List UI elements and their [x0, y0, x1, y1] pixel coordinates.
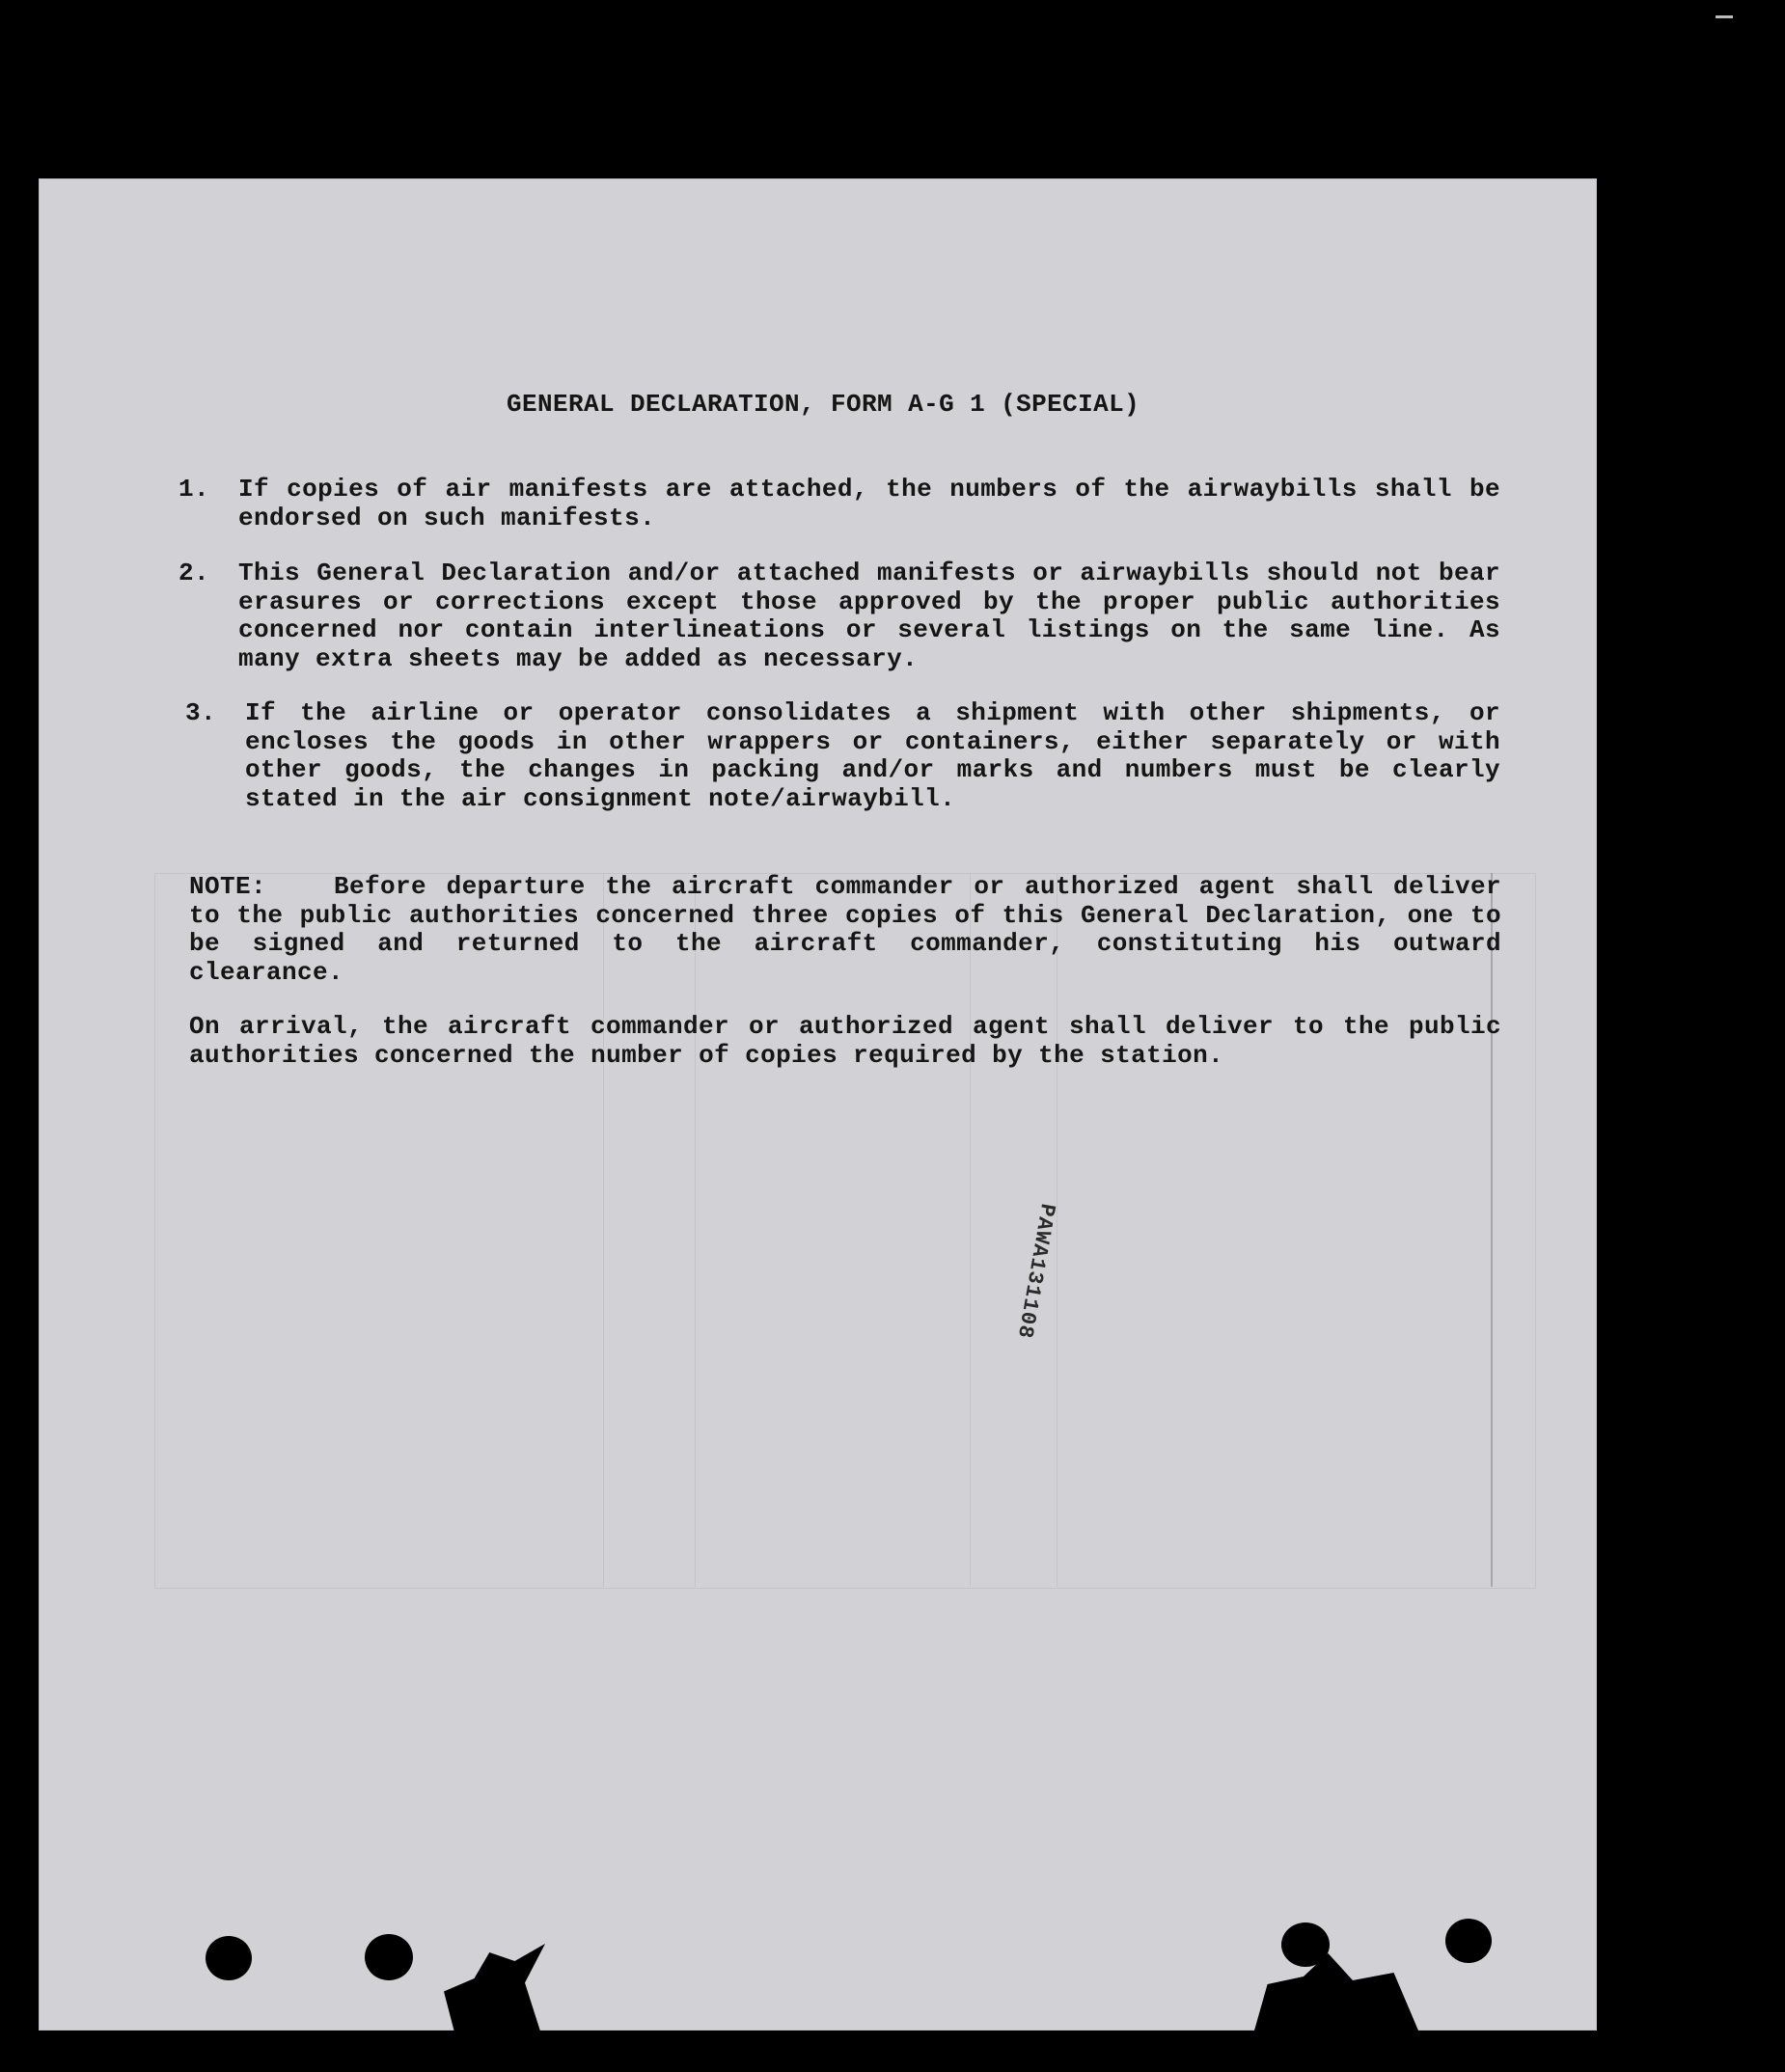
scan-artifact	[1716, 15, 1733, 18]
torn-edge	[444, 1944, 545, 2031]
item-text: If copies of air manifests are attached, the numbers of the airwaybills shall be endorsed on such manifests.	[238, 475, 1500, 532]
instruction-item-1	[178, 476, 1500, 532]
item-number: 2.	[178, 559, 210, 587]
instruction-item-2	[178, 559, 1500, 673]
note-paragraph	[189, 873, 1501, 987]
note-label: NOTE:	[189, 872, 267, 901]
instruction-item-3	[185, 699, 1500, 813]
item-number: 3.	[185, 698, 217, 727]
document-sheet	[39, 178, 1597, 2031]
document-title: GENERAL DECLARATION, FORM A-G 1 (SPECIAL)	[507, 390, 1140, 419]
punch-hole	[1445, 1919, 1492, 1963]
item-number: 1.	[178, 475, 210, 504]
arrival-paragraph: On arrival, the aircraft commander or authorized agent shall deliver to the public authorities concerned the number of copies required by the station.	[189, 1012, 1501, 1070]
torn-edge	[1254, 1953, 1418, 2031]
note-text: Before departure the aircraft commander or authorized agent shall deliver to the public authorities concerned three copies of this General Declaration, one to be signed and returned to the aircraft commander, constituting his outward clearance.	[189, 872, 1501, 987]
item-text: This General Declaration and/or attached manifests or airwaybills should not bear erasures or corrections except those approved by the proper public authorities concerned nor contain interlineations or several listings on the same line. As many extra sheets may be added as necessary.	[238, 559, 1500, 673]
item-text: If the airline or operator consolidates a shipment with other shipments, or encloses the goods in other wrappers or containers, either separately or with other goods, the changes in packing and/or marks and numbers must be clearly stated in the air consignment note/airwaybill.	[245, 698, 1500, 813]
serial-number-stamp: PAWA131108	[1011, 1201, 1059, 1341]
punch-hole	[365, 1934, 413, 1980]
punch-hole	[206, 1936, 252, 1980]
